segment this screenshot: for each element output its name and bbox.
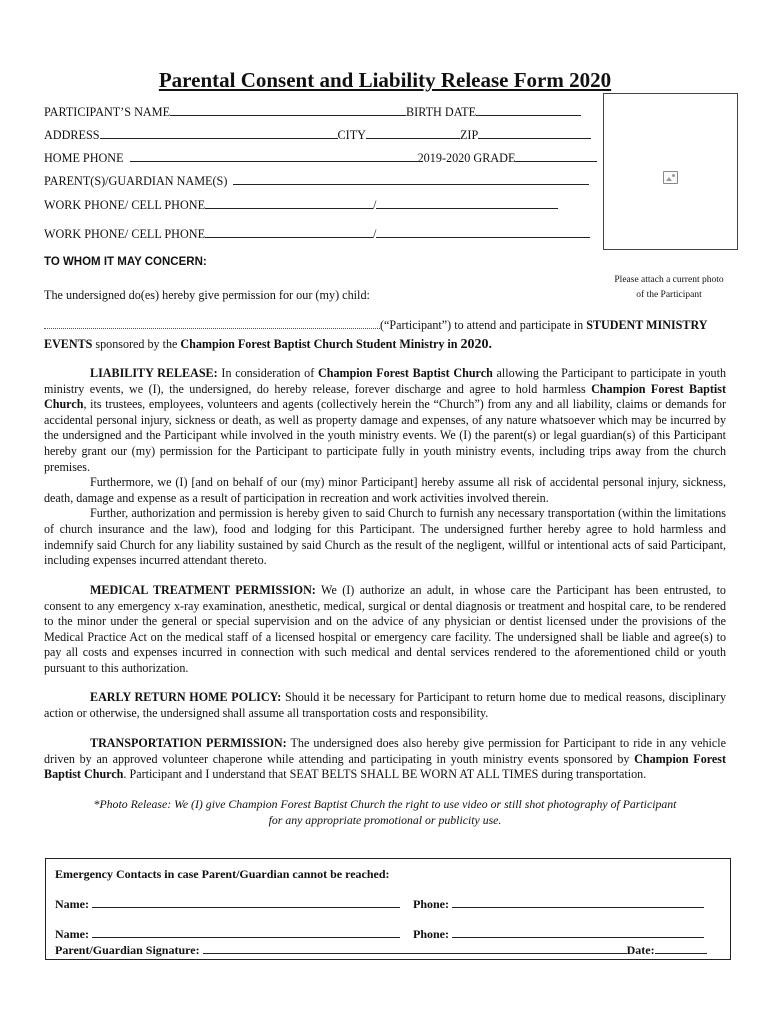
early-return-section	[44, 690, 726, 721]
liability-text-c: allowing the Participant to participate in youth ministry events, we (I), the undersigned, do hereby release, forever discharge and agree to hold harmless	[44, 366, 726, 396]
liability-paragraph-2: Furthermore, we (I) [and on behalf of our (my) minor Participant] hereby assume all risk of accidental personal injury, sickness, death, damage and expense as a result of participation in recreation and work activities involved therein.	[44, 475, 726, 505]
transportation-heading: TRANSPORTATION PERMISSION:	[90, 736, 287, 750]
grade-field[interactable]	[515, 150, 597, 162]
address-field[interactable]	[100, 127, 338, 139]
transportation-paragraph	[44, 736, 726, 783]
emergency-name-field-1[interactable]	[92, 896, 400, 908]
participant-name-row	[44, 104, 581, 120]
home-phone-field[interactable]	[130, 150, 418, 162]
medical-paragraph	[44, 583, 726, 677]
cell-phone-field-1[interactable]	[376, 197, 558, 209]
early-return-heading: EARLY RETURN HOME POLICY:	[90, 690, 282, 704]
early-return-text: Should it be necessary for Participant to return home due to medical reasons, disciplinary action or otherwise, the undersigned shall assume all transportation costs and responsibility.	[44, 690, 726, 720]
work-phone-field-2[interactable]	[205, 226, 373, 238]
parent-names-field[interactable]	[233, 173, 589, 185]
home-phone-row	[44, 150, 597, 166]
transportation-text-a: The undersigned does also hereby give permission for Participant to ride in any vehicle driven by an approved volunteer chaperone while attending and participating in youth ministry events sponsored by	[44, 736, 726, 766]
emergency-contact-row-1	[55, 896, 704, 912]
work-phone-field-1[interactable]	[205, 197, 373, 209]
city-field[interactable]	[366, 127, 460, 139]
liability-church-2: Champion Forest Baptist Church	[44, 381, 726, 412]
zip-field[interactable]	[478, 127, 591, 139]
participant-text-1: (“Participant”) to attend and participate in	[380, 318, 587, 332]
liability-text-a: In consideration of	[217, 366, 318, 380]
early-return-paragraph	[44, 690, 726, 721]
liability-text-e: , its trustees, employees, volunteers and agents (collectively herein the “Church”) from any and all liability, claims or demands for accidental personal injury, sickness or death, as well as property damage and expenses, of any nature whatsoever which may be incurred by the undersigned and the Participant while involved in the youth ministry events. We (I) the parent(s) or legal guardian(s) of this Participant hereby grant our (my) permission for the Participant to participate fully in youth ministry events, including trips away from the church premises.	[44, 397, 726, 474]
home-phone-label: HOME PHONE	[44, 151, 124, 165]
child-name-field[interactable]	[44, 317, 380, 329]
emergency-phone-field-1[interactable]	[452, 896, 704, 908]
emergency-phone-label-1: Phone:	[412, 897, 449, 911]
parent-names-row	[44, 173, 589, 189]
liability-church-1: Champion Forest Baptist Church	[318, 366, 493, 380]
emergency-name-field-2[interactable]	[92, 926, 400, 938]
date-label: Date:	[626, 943, 655, 957]
slash-1: /	[373, 198, 377, 212]
work-cell-label-2: WORK PHONE/ CELL PHONE	[44, 227, 206, 241]
photo-caption-line-1: Please attach a current photo	[614, 275, 724, 285]
emergency-name-label-2: Name:	[55, 927, 89, 941]
medical-text: We (I) authorize an adult, in whose care the Participant has been entrusted, to consent to any emergency x-ray examination, anesthetic, medical, surgical or dental diagnosis or treatment and hospital care, to be rendered to the minor under the general or special supervision and on the advice of any physician or dentist licensed under the provisions of the Medical Practice Act on the medical staff of a licensed hospital or emergency care facility. The undersigned shall be liable and agree(s) to pay all costs and expenses incurred in connection with such medical and dental services rendered to the aforementioned child or youth pursuant to this authorization.	[44, 583, 726, 675]
liability-paragraph-3: Further, authorization and permission is hereby given to said Church to furnish any necessary transportation (within the limitations of church insurance and the law), food and lodging for this Participant. The undersigned further hereby agree to hold harmless and indemnify said Church for any liability sustained by said Church as the result of the negligent, willful or intentional acts of said Participant, including expenses incurred attendant thereto.	[44, 506, 726, 568]
emergency-contact-row-2	[55, 926, 704, 942]
photo-attach-box[interactable]	[603, 93, 738, 250]
signature-row	[55, 942, 707, 958]
participant-permission	[44, 316, 726, 354]
church-ministry-bold: Champion Forest Baptist Church Student Ministry in	[180, 337, 461, 351]
liability-release-section	[44, 366, 726, 569]
birth-date-label: BIRTH DATE	[406, 105, 477, 119]
emergency-phone-label-2: Phone:	[412, 927, 449, 941]
photo-caption	[594, 273, 744, 303]
city-label: CITY	[337, 128, 366, 142]
work-cell-row-2	[44, 226, 590, 242]
liability-paragraph-1	[44, 366, 726, 475]
zip-label: ZIP	[459, 128, 479, 142]
to-whom-heading: TO WHOM IT MAY CONCERN:	[44, 256, 207, 268]
year-bold: 2020.	[460, 337, 493, 352]
participant-text-2: sponsored by the	[92, 337, 181, 351]
transportation-church: Champion Forest Baptist Church	[44, 751, 726, 782]
signature-label: Parent/Guardian Signature:	[55, 943, 200, 957]
medical-treatment-section	[44, 583, 726, 677]
address-row	[44, 127, 591, 143]
medical-heading: MEDICAL TREATMENT PERMISSION:	[90, 583, 316, 597]
participant-name-label: PARTICIPANT’S NAME	[44, 105, 171, 119]
signature-field[interactable]	[203, 942, 627, 954]
emergency-heading: Emergency Contacts in case Parent/Guardian cannot be reached:	[55, 867, 390, 881]
photo-caption-line-2: of the Participant	[636, 290, 702, 300]
events-bold: EVENTS	[44, 337, 93, 351]
emergency-name-label-1: Name:	[55, 897, 89, 911]
participant-name-field[interactable]	[170, 104, 406, 116]
transportation-text-c: . Participant and I understand that SEAT BELTS SHALL BE WORN AT ALL TIMES during transportation.	[123, 767, 647, 782]
liability-heading: LIABILITY RELEASE:	[90, 366, 218, 380]
photo-release-line-1: *Photo Release: We (I) give Champion Forest Baptist Church the right to use video or still shot photography of Participant	[93, 797, 677, 811]
page-title: Parental Consent and Liability Release Form 2020	[158, 68, 612, 92]
emergency-contacts-box	[45, 858, 731, 960]
grade-label: 2019-2020 GRADE	[417, 151, 516, 165]
student-ministry-bold: STUDENT MINISTRY	[586, 318, 708, 332]
cell-phone-field-2[interactable]	[376, 226, 590, 238]
birth-date-field[interactable]	[476, 104, 581, 116]
emergency-phone-field-2[interactable]	[452, 926, 704, 938]
parent-names-label: PARENT(S)/GUARDIAN NAME(S)	[44, 174, 228, 188]
photo-release	[44, 797, 726, 828]
transportation-section	[44, 736, 726, 783]
work-cell-label-1: WORK PHONE/ CELL PHONE	[44, 198, 206, 212]
undersigned-statement: The undersigned do(es) hereby give permission for our (my) child:	[44, 288, 370, 302]
photo-release-line-2: for any appropriate promotional or publicity use.	[268, 812, 502, 827]
image-placeholder-icon	[663, 171, 678, 184]
slash-2: /	[373, 227, 377, 241]
address-label: ADDRESS	[44, 128, 100, 142]
work-cell-row-1	[44, 197, 558, 213]
date-field[interactable]	[655, 942, 707, 954]
